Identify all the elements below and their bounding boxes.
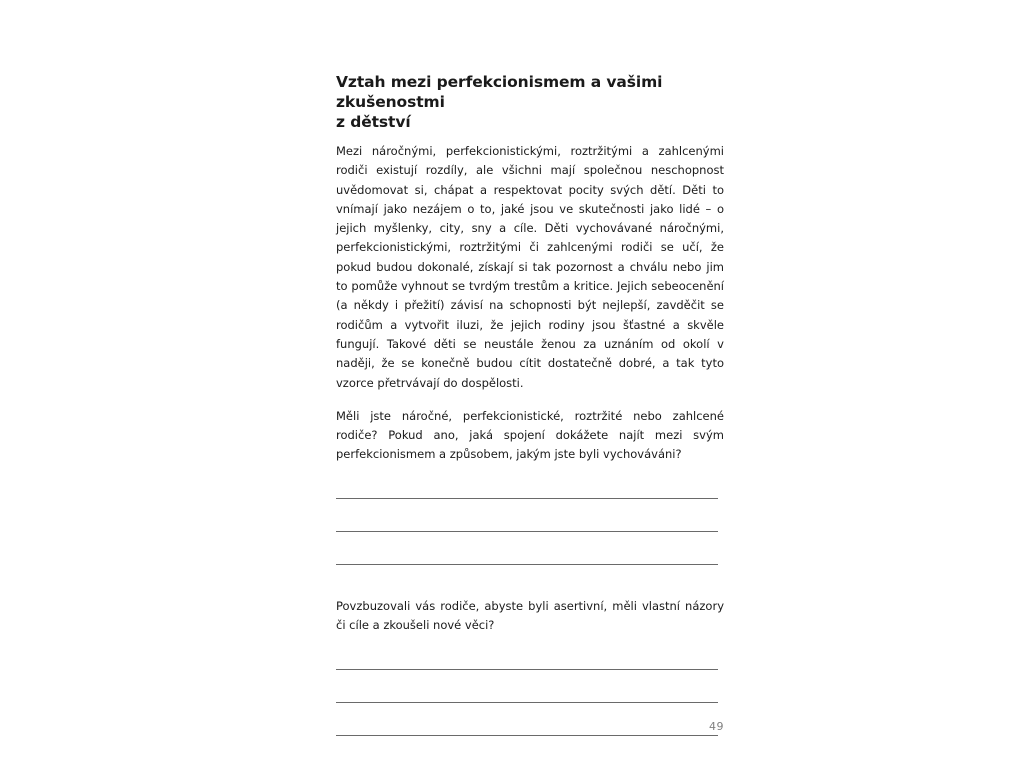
question-2: Povzbuzovali vás rodiče, abyste byli asertivní, měli vlastní názory či cíle a zkoušeli nové věci? xyxy=(336,598,724,633)
answer-lines-2 xyxy=(336,648,724,752)
section-heading-line-2: z dětství xyxy=(336,113,411,131)
page-content xyxy=(336,72,724,752)
page-number: 49 xyxy=(709,720,724,733)
answer-line[interactable] xyxy=(336,735,718,736)
answer-line[interactable] xyxy=(336,564,718,565)
section-heading xyxy=(336,72,724,132)
answer-line[interactable] xyxy=(336,702,718,703)
section-heading-line-1: Vztah mezi perfekcionismem a vašimi zkušenostmi xyxy=(336,73,663,111)
answer-lines-1 xyxy=(336,477,724,581)
question-1: Měli jste náročné, perfekcionistické, roztržité nebo zahlcené rodiče? Pokud ano, jaká spojení dokážete najít mezi svým perfekcionismem a způsobem, jakým jste byli vychováváni? xyxy=(336,408,724,462)
answer-line[interactable] xyxy=(336,498,718,499)
intro-paragraph: Mezi náročnými, perfekcionistickými, roztržitými a zahlcenými rodiči existují rozdíly, ale všichni mají společnou neschopnost uvědomovat si, chápat a respektovat pocity svých dětí. Děti to vnímají jako nezájem o to, jaké jsou ve skutečnosti jako lidé – o jejich myšlenky, city, sny a cíle. Děti vychovávané náročnými, perfekcionistickými, roztržitými či zahlcenými rodiči se učí, že pokud budou dokonalé, získají si tak pozornost a chválu nebo jim to pomůže vyhnout se tvrdým trestům a kritice. Jejich sebeocenění (a někdy i přežití) závisí na schopnosti být nejlepší, zavděčit se rodičům a vytvořit iluzi, že jejich rodiny jsou šťastné a skvěle fungují. Takové děti se neustále ženou za uznáním od okolí v naději, že se konečně budou cítit dostatečně dobré, a tak tyto vzorce přetrvávají do dospělosti. xyxy=(336,144,724,390)
answer-line[interactable] xyxy=(336,669,718,670)
answer-line[interactable] xyxy=(336,531,718,532)
